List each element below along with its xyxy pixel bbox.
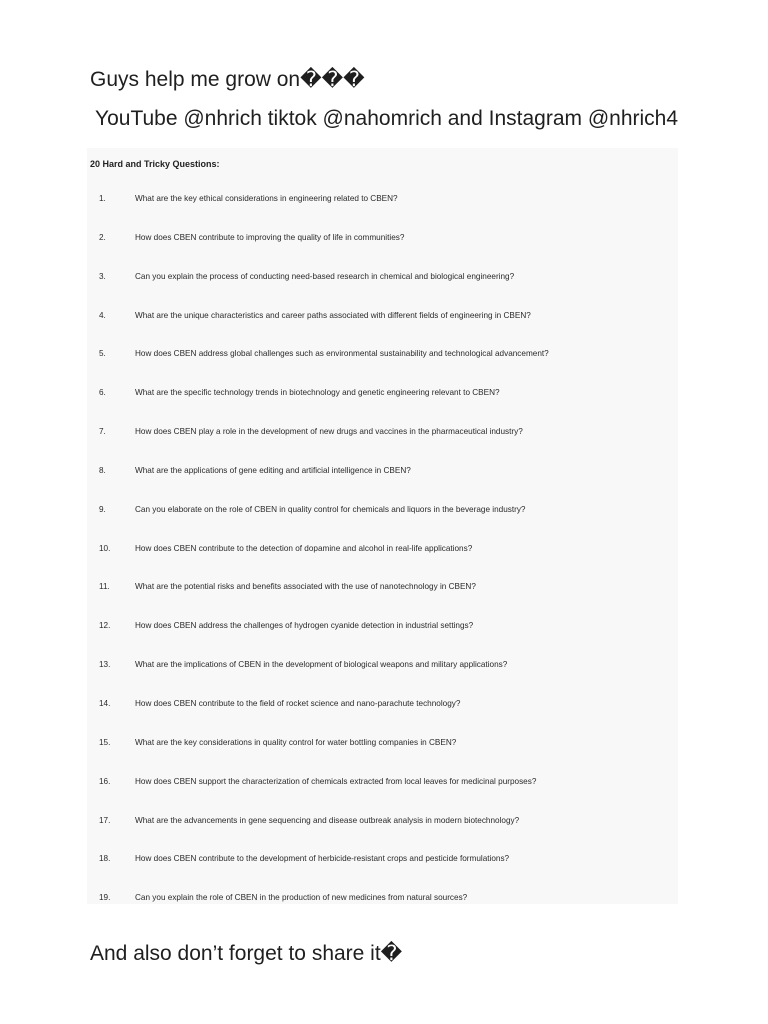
- question-number: 14.: [99, 698, 111, 708]
- question-number: 10.: [99, 543, 111, 553]
- promo-heading: Guys help me grow on���: [90, 68, 365, 91]
- question-text: Can you elaborate on the role of CBEN in quality control for chemicals and liquors in the beverage industry?: [135, 504, 526, 514]
- question-text: How does CBEN contribute to the development of herbicide-resistant crops and pesticide formulations?: [135, 854, 510, 864]
- question-number: 18.: [99, 854, 111, 864]
- question-number: 2.: [99, 232, 106, 242]
- panel-title: 20 Hard and Tricky Questions:: [90, 159, 220, 169]
- question-number: 12.: [99, 621, 111, 631]
- question-text: How does CBEN support the characterization of chemicals extracted from local leaves for medicinal purposes?: [135, 776, 537, 786]
- question-text: What are the implications of CBEN in the development of biological weapons and military applications?: [135, 660, 508, 670]
- question-text: What are the key ethical considerations in engineering related to CBEN?: [135, 194, 398, 203]
- question-text: How does CBEN address global challenges such as environmental sustainability and technological advancement?: [135, 349, 549, 359]
- question-text: How does CBEN contribute to the field of rocket science and nano-parachute technology?: [135, 698, 461, 708]
- question-number: 17.: [99, 815, 111, 825]
- question-text: What are the applications of gene editing and artificial intelligence in CBEN?: [135, 465, 411, 475]
- questions-panel: [87, 148, 678, 904]
- question-number: 13.: [99, 660, 111, 670]
- share-reminder: And also don’t forget to share it�: [90, 942, 403, 965]
- question-number: 5.: [99, 349, 106, 359]
- question-number: 7.: [99, 427, 106, 437]
- question-text: How does CBEN contribute to improving the quality of life in communities?: [135, 232, 405, 242]
- question-number: 4.: [99, 310, 106, 320]
- question-number: 16.: [99, 776, 111, 786]
- question-text: Can you explain the process of conducting need-based research in chemical and biological engineering?: [135, 271, 515, 281]
- question-number: 3.: [99, 271, 106, 281]
- question-number: 1.: [99, 194, 106, 203]
- question-number: 6.: [99, 388, 106, 398]
- question-text: Can you explain the role of CBEN in the production of new medicines from natural sources?: [135, 893, 468, 903]
- question-text: What are the potential risks and benefits associated with the use of nanotechnology in CBEN?: [135, 582, 476, 592]
- question-text: How does CBEN address the challenges of hydrogen cyanide detection in industrial settings?: [135, 621, 474, 631]
- question-text: What are the unique characteristics and career paths associated with different fields of engineering in CBEN?: [135, 310, 531, 320]
- question-number: 8.: [99, 465, 106, 475]
- question-number: 11.: [99, 582, 110, 592]
- question-text: How does CBEN contribute to the detection of dopamine and alcohol in real-life applications?: [135, 543, 473, 553]
- social-handles: YouTube @nhrich tiktok @nahomrich and Instagram @nhrich4: [95, 107, 679, 130]
- question-number: 9.: [99, 504, 106, 514]
- question-text: What are the advancements in gene sequencing and disease outbreak analysis in modern biotechnology?: [135, 815, 520, 825]
- question-text: How does CBEN play a role in the development of new drugs and vaccines in the pharmaceutical industry?: [135, 427, 523, 437]
- question-number: 19.: [99, 893, 111, 903]
- question-text: What are the specific technology trends in biotechnology and genetic engineering relevant to CBEN?: [135, 388, 500, 398]
- question-number: 15.: [99, 737, 111, 747]
- question-text: What are the key considerations in quality control for water bottling companies in CBEN?: [135, 737, 457, 747]
